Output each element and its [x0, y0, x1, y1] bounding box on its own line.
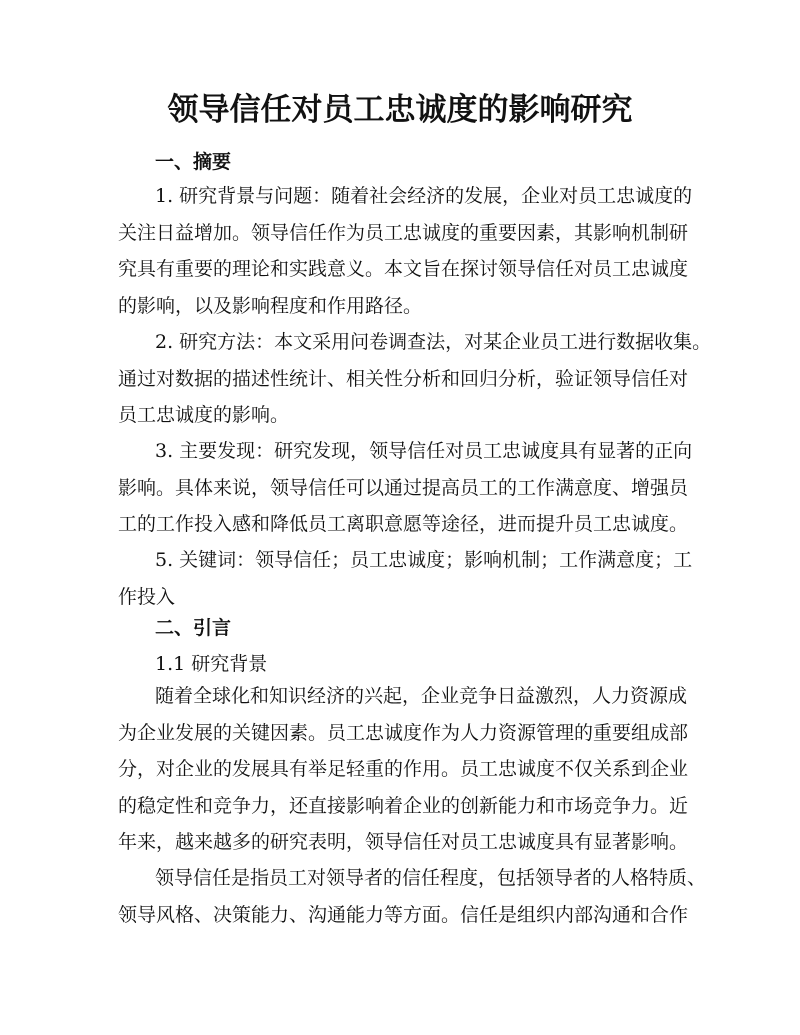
text-line: 通过对数据的描述性统计、相关性分析和回归分析，验证领导信任对	[118, 367, 689, 390]
section-heading-introduction: 二、引言	[155, 617, 232, 639]
text-line: 工的工作投入感和降低员工离职意愿等途径，进而提升员工忠诚度。	[118, 513, 689, 535]
text-line: 的影响，以及影响程度和作用路径。	[118, 294, 423, 317]
paragraph-keywords	[118, 542, 698, 615]
text-line: 分，对企业的发展具有举足轻重的作用。员工忠诚度不仅关系到企业	[118, 758, 689, 780]
text-line: 的稳定性和竞争力，还直接影响着企业的创新能力和市场竞争力。近	[118, 794, 689, 817]
paragraph-background	[118, 178, 698, 324]
paragraph-intro-2	[118, 860, 707, 933]
section-heading-abstract: 一、摘要	[155, 151, 232, 173]
text-line: 3. 主要发现：研究发现，领导信任对员工忠诚度具有显著的正向	[155, 440, 693, 462]
text-line: 员工忠诚度的影响。	[118, 404, 290, 426]
text-line: 影响。具体来说，领导信任可以通过提高员工的工作满意度、增强员	[118, 476, 689, 499]
text-line: 作投入	[118, 585, 176, 608]
paragraph-intro-1	[118, 678, 698, 861]
text-line: 随着全球化和知识经济的兴起，企业竞争日益激烈，人力资源成	[155, 685, 688, 707]
text-line: 2. 研究方法：本文采用问卷调查法，对某企业员工进行数据收集。	[155, 331, 712, 353]
text-line: 5. 关键词：领导信任；员工忠诚度；影响机制；工作满意度；工	[155, 549, 693, 571]
text-line: 关注日益增加。领导信任作为员工忠诚度的重要因素，其影响机制研	[118, 221, 689, 244]
text-line: 领导信任是指员工对领导者的信任程度，包括领导者的人格特质、	[155, 867, 707, 889]
subsection-heading-background: 1.1 研究背景	[155, 653, 268, 675]
text-line: 年来，越来越多的研究表明，领导信任对员工忠诚度具有显著影响。	[118, 831, 689, 853]
text-line: 究具有重要的理论和实践意义。本文旨在探讨领导信任对员工忠诚度	[118, 258, 689, 280]
paragraph-findings	[118, 433, 698, 543]
text-line: 为企业发展的关键因素。员工忠诚度作为人力资源管理的重要组成部	[118, 721, 689, 744]
paragraph-method	[118, 324, 712, 434]
text-line: 领导风格、决策能力、沟通能力等方面。信任是组织内部沟通和合作	[118, 903, 689, 926]
text-line: 1. 研究背景与问题：随着社会经济的发展，企业对员工忠诚度的	[155, 185, 693, 207]
page-title: 领导信任对员工忠诚度的影响研究	[167, 92, 633, 128]
